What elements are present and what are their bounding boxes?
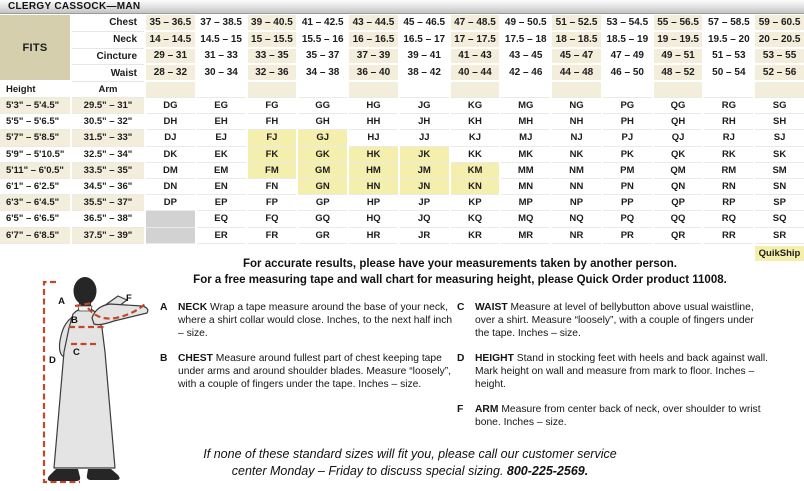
size-code-cell: DK xyxy=(146,147,195,163)
measure-range-cell: 51 – 52.5 xyxy=(552,15,601,32)
size-code-cell: HJ xyxy=(349,130,398,146)
size-code-cell: JN xyxy=(400,179,449,195)
size-code-cell: QN xyxy=(654,179,703,195)
measure-range-cell: 14 – 14.5 xyxy=(146,32,195,49)
measure-range-cell: 50 – 54 xyxy=(704,65,753,82)
arm-range-cell: 33.5" – 35" xyxy=(72,163,144,179)
measure-row-label: Neck xyxy=(72,32,144,49)
empty-header-cell xyxy=(552,82,601,98)
instruction-text: WAIST Measure at level of bellybutton above usual waistline, over a shirt. Measure “loosely”, with a couple of fingers under the tape. Inches – size. xyxy=(475,302,754,339)
measure-range-cell: 43 – 45 xyxy=(501,49,550,66)
size-code-cell: KH xyxy=(451,114,500,130)
measure-range-cell: 29 – 31 xyxy=(146,49,195,66)
size-code-cell: SK xyxy=(755,147,804,163)
size-code-cell: MM xyxy=(501,163,550,179)
measure-range-cell: 49 – 50.5 xyxy=(501,15,550,32)
size-code-cell: GQ xyxy=(298,211,347,227)
arm-column-header: Arm xyxy=(72,82,144,98)
size-code-cell: QQ xyxy=(654,211,703,227)
arm-range-cell: 29.5" – 31" xyxy=(72,98,144,114)
size-code-cell: PH xyxy=(603,114,652,130)
size-code-cell: NP xyxy=(552,195,601,211)
size-code-cell: MN xyxy=(501,179,550,195)
size-code-cell: KP xyxy=(451,195,500,211)
size-code-cell: GH xyxy=(298,114,347,130)
size-code-cell: HP xyxy=(349,195,398,211)
arm-range-cell: 35.5" – 37" xyxy=(72,195,144,211)
measure-instruction-arm xyxy=(457,403,769,429)
size-code-cell: PK xyxy=(603,147,652,163)
measure-range-cell: 48 – 52 xyxy=(654,65,703,82)
empty-header-cell xyxy=(704,82,753,98)
size-code-cell: FN xyxy=(248,179,297,195)
measure-range-cell: 45 – 47 xyxy=(552,49,601,66)
size-code-cell: FR xyxy=(248,228,297,244)
measure-range-cell: 59 – 60.5 xyxy=(755,15,804,32)
size-code-cell: SQ xyxy=(755,211,804,227)
measure-range-cell: 53 – 55 xyxy=(755,49,804,66)
size-code-cell: HQ xyxy=(349,211,398,227)
size-code-cell: JK xyxy=(400,147,449,163)
instructions-column-right xyxy=(457,301,769,441)
empty-header-cell xyxy=(451,82,500,98)
measure-range-cell: 57 – 58.5 xyxy=(704,15,753,32)
arm-range-cell: 36.5" – 38" xyxy=(72,211,144,227)
measure-range-cell: 40 – 44 xyxy=(451,65,500,82)
size-code-cell: PN xyxy=(603,179,652,195)
measure-range-cell: 19 – 19.5 xyxy=(654,32,703,49)
quikship-badge: QuikShip xyxy=(755,246,804,261)
instruction-letter: B xyxy=(160,353,168,364)
measure-range-cell: 18.5 – 19 xyxy=(603,32,652,49)
size-code-cell: DH xyxy=(146,114,195,130)
empty-header-cell xyxy=(603,82,652,98)
instruction-text: NECK Wrap a tape measure around the base of your neck, where a shirt collar would close. Inches, to the next half inch – size. xyxy=(178,302,453,339)
measure-range-cell: 47 – 48.5 xyxy=(451,15,500,32)
size-code-cell: SH xyxy=(755,114,804,130)
instruction-term: NECK xyxy=(178,302,211,313)
size-code-cell: PM xyxy=(603,163,652,179)
size-code-cell: FM xyxy=(248,163,297,179)
figure-label-height: D xyxy=(49,355,56,366)
measure-range-cell: 33 – 35 xyxy=(248,49,297,66)
measure-range-cell: 14.5 – 15 xyxy=(197,32,246,49)
arm-range-cell: 31.5" – 33" xyxy=(72,130,144,146)
empty-header-cell xyxy=(349,82,398,98)
footer-line-1: If none of these standard sizes will fit you, please call our customer service xyxy=(203,447,617,461)
size-code-cell: DG xyxy=(146,98,195,114)
size-code-cell: GK xyxy=(298,147,347,163)
empty-header-cell xyxy=(197,82,246,98)
size-code-cell: NG xyxy=(552,98,601,114)
measure-range-cell: 28 – 32 xyxy=(146,65,195,82)
size-code-cell: QG xyxy=(654,98,703,114)
measure-range-cell: 46 – 50 xyxy=(603,65,652,82)
measure-range-cell: 39 – 41 xyxy=(400,49,449,66)
size-code-cell: DM xyxy=(146,163,195,179)
size-code-cell: NQ xyxy=(552,211,601,227)
measure-range-cell: 42 – 46 xyxy=(501,65,550,82)
instruction-letter: A xyxy=(160,302,168,313)
size-code-cell: SR xyxy=(755,228,804,244)
measure-range-cell: 34 – 38 xyxy=(298,65,347,82)
fits-label: FITS xyxy=(0,15,70,82)
size-code-cell: KR xyxy=(451,228,500,244)
measure-range-cell: 35 – 37 xyxy=(298,49,347,66)
footer-line-2-text: center Monday – Friday to discuss special sizing. xyxy=(231,464,507,478)
size-code-cell: PP xyxy=(603,195,652,211)
height-range-cell: 5'9" – 5'10.5" xyxy=(0,147,70,163)
size-code-cell: PJ xyxy=(603,130,652,146)
size-code-grid xyxy=(0,82,804,244)
size-code-cell: SG xyxy=(755,98,804,114)
size-code-cell: JJ xyxy=(400,130,449,146)
empty-header-cell xyxy=(400,82,449,98)
size-code-cell: MK xyxy=(501,147,550,163)
size-code-cell: EJ xyxy=(197,130,246,146)
empty-header-cell xyxy=(298,82,347,98)
instruction-letter: F xyxy=(457,404,464,415)
measure-instruction-height xyxy=(457,352,769,391)
size-code-cell: QK xyxy=(654,147,703,163)
note-line-1: For accurate results, please have your measurements taken by another person. xyxy=(243,258,677,270)
note-line-2: For a free measuring tape and wall chart for measuring height, please Quick Order product 11008. xyxy=(193,273,727,286)
size-code-cell: EM xyxy=(197,163,246,179)
empty-header-cell xyxy=(146,82,195,98)
measure-instruction-neck xyxy=(160,301,453,340)
size-code-cell: EQ xyxy=(197,211,246,227)
size-code-cell: FK xyxy=(248,147,297,163)
measure-range-cell: 15.5 – 16 xyxy=(298,32,347,49)
height-range-cell: 6'3" – 6'4.5" xyxy=(0,195,70,211)
size-code-cell: QP xyxy=(654,195,703,211)
size-code-cell: JR xyxy=(400,228,449,244)
size-code-cell: GG xyxy=(298,98,347,114)
measure-range-cell: 45 – 46.5 xyxy=(400,15,449,32)
size-code-cell: NK xyxy=(552,147,601,163)
measure-range-cell: 16.5 – 17 xyxy=(400,32,449,49)
measure-range-cell: 30 – 34 xyxy=(197,65,246,82)
size-code-cell: KK xyxy=(451,147,500,163)
size-code-cell: PR xyxy=(603,228,652,244)
size-code-cell: DP xyxy=(146,195,195,211)
size-code-cell: JH xyxy=(400,114,449,130)
figure-label-waist: C xyxy=(73,347,80,358)
arm-range-cell: 34.5" – 36" xyxy=(72,179,144,195)
size-code-cell xyxy=(146,211,195,227)
measure-range-cell: 38 – 42 xyxy=(400,65,449,82)
size-code-cell: MH xyxy=(501,114,550,130)
size-code-cell: RM xyxy=(704,163,753,179)
size-code-cell: FJ xyxy=(248,130,297,146)
height-range-cell: 5'7" – 5'8.5" xyxy=(0,130,70,146)
size-code-cell: RG xyxy=(704,98,753,114)
size-code-cell: QM xyxy=(654,163,703,179)
customer-service-phone: 800-225-2569. xyxy=(506,464,589,478)
height-range-cell: 5'5" – 5'6.5" xyxy=(0,114,70,130)
size-code-cell: KN xyxy=(451,179,500,195)
measure-range-cell: 31 – 33 xyxy=(197,49,246,66)
size-code-cell: PQ xyxy=(603,211,652,227)
empty-header-cell xyxy=(654,82,703,98)
size-code-cell: HN xyxy=(349,179,398,195)
size-code-cell: JG xyxy=(400,98,449,114)
measure-range-cell: 41 – 43 xyxy=(451,49,500,66)
size-code-cell: QJ xyxy=(654,130,703,146)
size-code-cell: NH xyxy=(552,114,601,130)
size-code-cell: RR xyxy=(704,228,753,244)
measure-range-cell: 37 – 39 xyxy=(349,49,398,66)
figure-label-chest: B xyxy=(71,315,78,326)
size-code-cell: HR xyxy=(349,228,398,244)
empty-header-cell xyxy=(755,82,804,98)
measure-range-cell: 17 – 17.5 xyxy=(451,32,500,49)
measure-range-cell: 19.5 – 20 xyxy=(704,32,753,49)
size-code-cell: EK xyxy=(197,147,246,163)
size-code-cell: HM xyxy=(349,163,398,179)
measure-range-cell: 17.5 – 18 xyxy=(501,32,550,49)
measure-range-cell: 20 – 20.5 xyxy=(755,32,804,49)
page-title: CLERGY CASSOCK—MAN xyxy=(8,1,141,12)
figure-label-neck: A xyxy=(58,296,65,307)
height-range-cell: 6'1" – 6'2.5" xyxy=(0,179,70,195)
measure-instruction-chest xyxy=(160,352,453,391)
instruction-term: HEIGHT xyxy=(475,353,517,364)
measure-range-cell: 35 – 36.5 xyxy=(146,15,195,32)
measure-range-cell: 47 – 49 xyxy=(603,49,652,66)
measure-range-cell: 43 – 44.5 xyxy=(349,15,398,32)
size-code-cell: GP xyxy=(298,195,347,211)
instruction-text: CHEST Measure around fullest part of chest keeping tape under arms and around shoulder blades. Measure “loosely”, with a couple of fingers under the tape. Inches – size. xyxy=(178,353,452,390)
measure-range-cell: 36 – 40 xyxy=(349,65,398,82)
height-column-header: Height xyxy=(0,82,70,98)
size-code-cell: GM xyxy=(298,163,347,179)
instructions-column-left xyxy=(160,301,453,403)
size-code-cell: RK xyxy=(704,147,753,163)
size-code-cell: PG xyxy=(603,98,652,114)
size-code-cell: FQ xyxy=(248,211,297,227)
measure-range-cell: 51 – 53 xyxy=(704,49,753,66)
size-code-cell: MR xyxy=(501,228,550,244)
measure-range-cell: 41 – 42.5 xyxy=(298,15,347,32)
arm-range-cell: 30.5" – 32" xyxy=(72,114,144,130)
size-code-cell: JQ xyxy=(400,211,449,227)
instruction-letter: C xyxy=(457,302,465,313)
size-code-cell: RJ xyxy=(704,130,753,146)
measure-range-cell: 32 – 36 xyxy=(248,65,297,82)
size-code-cell: KG xyxy=(451,98,500,114)
size-code-cell: RP xyxy=(704,195,753,211)
measure-range-cell: 49 – 51 xyxy=(654,49,703,66)
table-title-bar xyxy=(0,0,804,14)
size-code-cell: QR xyxy=(654,228,703,244)
size-code-cell: DJ xyxy=(146,130,195,146)
measure-range-cell: 37 – 38.5 xyxy=(197,15,246,32)
measurement-notes xyxy=(130,257,790,288)
figure-head xyxy=(74,277,97,305)
measure-row-label: Cincture xyxy=(72,49,144,66)
size-code-cell: KQ xyxy=(451,211,500,227)
size-code-cell: NJ xyxy=(552,130,601,146)
instruction-letter: D xyxy=(457,353,465,364)
size-code-cell: EN xyxy=(197,179,246,195)
measure-range-cell: 55 – 56.5 xyxy=(654,15,703,32)
instruction-term: CHEST xyxy=(178,353,216,364)
size-code-cell: GR xyxy=(298,228,347,244)
size-code-cell: HH xyxy=(349,114,398,130)
arm-range-cell: 37.5" – 39" xyxy=(72,228,144,244)
instruction-text: HEIGHT Stand in stocking feet with heels and back against wall. Mark height on wall and measure from mark to floor. Inches – height. xyxy=(475,353,769,390)
size-code-cell: DN xyxy=(146,179,195,195)
size-code-cell: FP xyxy=(248,195,297,211)
instruction-text: ARM Measure from center back of neck, over shoulder to wrist bone. Inches – size. xyxy=(475,404,761,428)
size-code-cell: HG xyxy=(349,98,398,114)
instruction-term: ARM xyxy=(475,404,502,415)
size-code-cell: GN xyxy=(298,179,347,195)
size-code-cell: MP xyxy=(501,195,550,211)
height-range-cell: 6'5" – 6'6.5" xyxy=(0,211,70,227)
special-sizing-note xyxy=(110,446,710,480)
size-code-cell: MQ xyxy=(501,211,550,227)
height-range-cell: 5'3" – 5'4.5" xyxy=(0,98,70,114)
size-code-cell: FG xyxy=(248,98,297,114)
size-code-cell: RQ xyxy=(704,211,753,227)
arm-range-cell: 32.5" – 34" xyxy=(72,147,144,163)
size-code-cell: FH xyxy=(248,114,297,130)
measure-row-label: Chest xyxy=(72,15,144,32)
figure-left-shoe xyxy=(48,469,80,481)
size-code-cell: MG xyxy=(501,98,550,114)
height-range-cell: 6'7" – 6'8.5" xyxy=(0,228,70,244)
size-code-cell: JP xyxy=(400,195,449,211)
instruction-term: WAIST xyxy=(475,302,511,313)
size-code-cell: JM xyxy=(400,163,449,179)
size-code-cell xyxy=(146,228,195,244)
measure-range-cell: 39 – 40.5 xyxy=(248,15,297,32)
measure-row-label: Waist xyxy=(72,65,144,82)
size-code-cell: EG xyxy=(197,98,246,114)
measure-range-cell: 16 – 16.5 xyxy=(349,32,398,49)
figure-label-arm: F xyxy=(126,293,132,304)
size-code-cell: RN xyxy=(704,179,753,195)
measure-instruction-waist xyxy=(457,301,769,340)
size-code-cell: EH xyxy=(197,114,246,130)
size-code-cell: RH xyxy=(704,114,753,130)
size-code-cell: MJ xyxy=(501,130,550,146)
measure-range-cell: 18 – 18.5 xyxy=(552,32,601,49)
size-code-cell: SM xyxy=(755,163,804,179)
size-code-cell: ER xyxy=(197,228,246,244)
empty-header-cell xyxy=(248,82,297,98)
size-code-cell: NN xyxy=(552,179,601,195)
measure-range-cell: 15 – 15.5 xyxy=(248,32,297,49)
size-code-cell: KM xyxy=(451,163,500,179)
size-code-cell: NR xyxy=(552,228,601,244)
size-code-cell: KJ xyxy=(451,130,500,146)
size-code-cell: HK xyxy=(349,147,398,163)
footer-line-2 xyxy=(110,463,710,480)
fits-measurement-grid xyxy=(0,15,804,82)
size-code-cell: NM xyxy=(552,163,601,179)
height-range-cell: 5'11" – 6'0.5" xyxy=(0,163,70,179)
size-code-cell: SN xyxy=(755,179,804,195)
empty-header-cell xyxy=(501,82,550,98)
measure-range-cell: 44 – 48 xyxy=(552,65,601,82)
size-code-cell: SJ xyxy=(755,130,804,146)
size-code-cell: QH xyxy=(654,114,703,130)
size-code-cell: EP xyxy=(197,195,246,211)
measure-range-cell: 52 – 56 xyxy=(755,65,804,82)
size-code-cell: SP xyxy=(755,195,804,211)
size-code-cell: GJ xyxy=(298,130,347,146)
measure-range-cell: 53 – 54.5 xyxy=(603,15,652,32)
